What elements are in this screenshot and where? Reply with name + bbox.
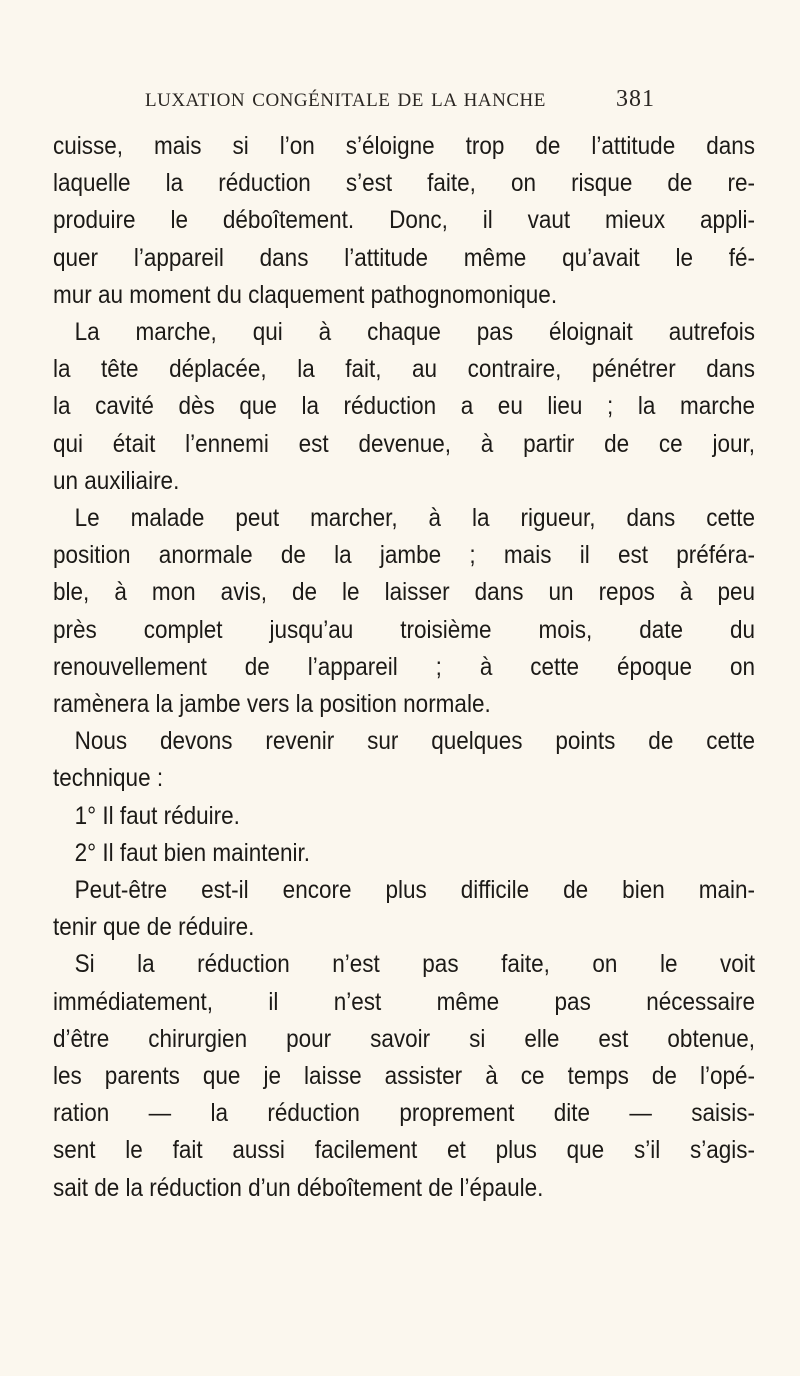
text-line: immédiatement, il n’est même pas nécessaire [53,987,755,1016]
running-head [145,86,655,112]
text-line: renouvellement de l’appareil ; à cette époque on [53,652,755,681]
text-line: quer l’appareil dans l’attitude même qu’avait le fé- [53,243,755,272]
text-line: Le malade peut marcher, à la rigueur, dans cette [74,504,756,533]
text-line: mur au moment du claquement pathognomonique. [53,280,558,309]
running-title: LUXATION CONGÉNITALE DE LA HANCHE [145,90,546,111]
text-line: 2° Il faut bien maintenir. [74,838,310,867]
text-line: près complet jusqu’au troisième mois, date du [53,615,755,644]
text-line: un auxiliaire. [53,466,180,495]
text-line: d’être chirurgien pour savoir si elle est obtenue, [53,1024,755,1053]
text-line: tenir que de réduire. [53,913,255,942]
text-line: laquelle la réduction s’est faite, on risque de re- [53,169,755,198]
text-line: 1° Il faut réduire. [74,801,240,830]
text-line: cuisse, mais si l’on s’éloigne trop de l’attitude dans [53,132,755,160]
text-line: Peut-être est-il encore plus difficile de bien main- [74,876,756,905]
text-line: sent le fait aussi facilement et plus que s’il s’agis- [53,1136,755,1165]
text-line: Nous devons revenir sur quelques points de cette [74,727,756,756]
text-line: sait de la réduction d’un déboîtement de l’épaule. [53,1173,544,1202]
text-line: ramènera la jambe vers la position normale. [53,690,491,719]
text-line: les parents que je laisse assister à ce temps de l’opé- [53,1062,755,1091]
text-line: technique : [53,764,164,793]
text-line: produire le déboîtement. Donc, il vaut mieux appli- [53,206,755,235]
text-line: ration — la réduction proprement dite — saisis- [53,1099,755,1128]
text-line: Si la réduction n’est pas faite, on le voit [74,950,756,979]
text-line: ble, à mon avis, de le laisser dans un repos à peu [53,578,755,607]
text-line: qui était l’ennemi est devenue, à partir de ce jour, [53,429,755,458]
text-line: la cavité dès que la réduction a eu lieu ; la marche [53,392,755,421]
text-line: la tête déplacée, la fait, au contraire, pénétrer dans [53,355,755,384]
page-number: 381 [616,86,655,112]
text-line: La marche, qui à chaque pas éloignait autrefois [74,318,756,347]
text-line: position anormale de la jambe ; mais il est préféra- [53,541,755,570]
body-text [53,128,755,1207]
